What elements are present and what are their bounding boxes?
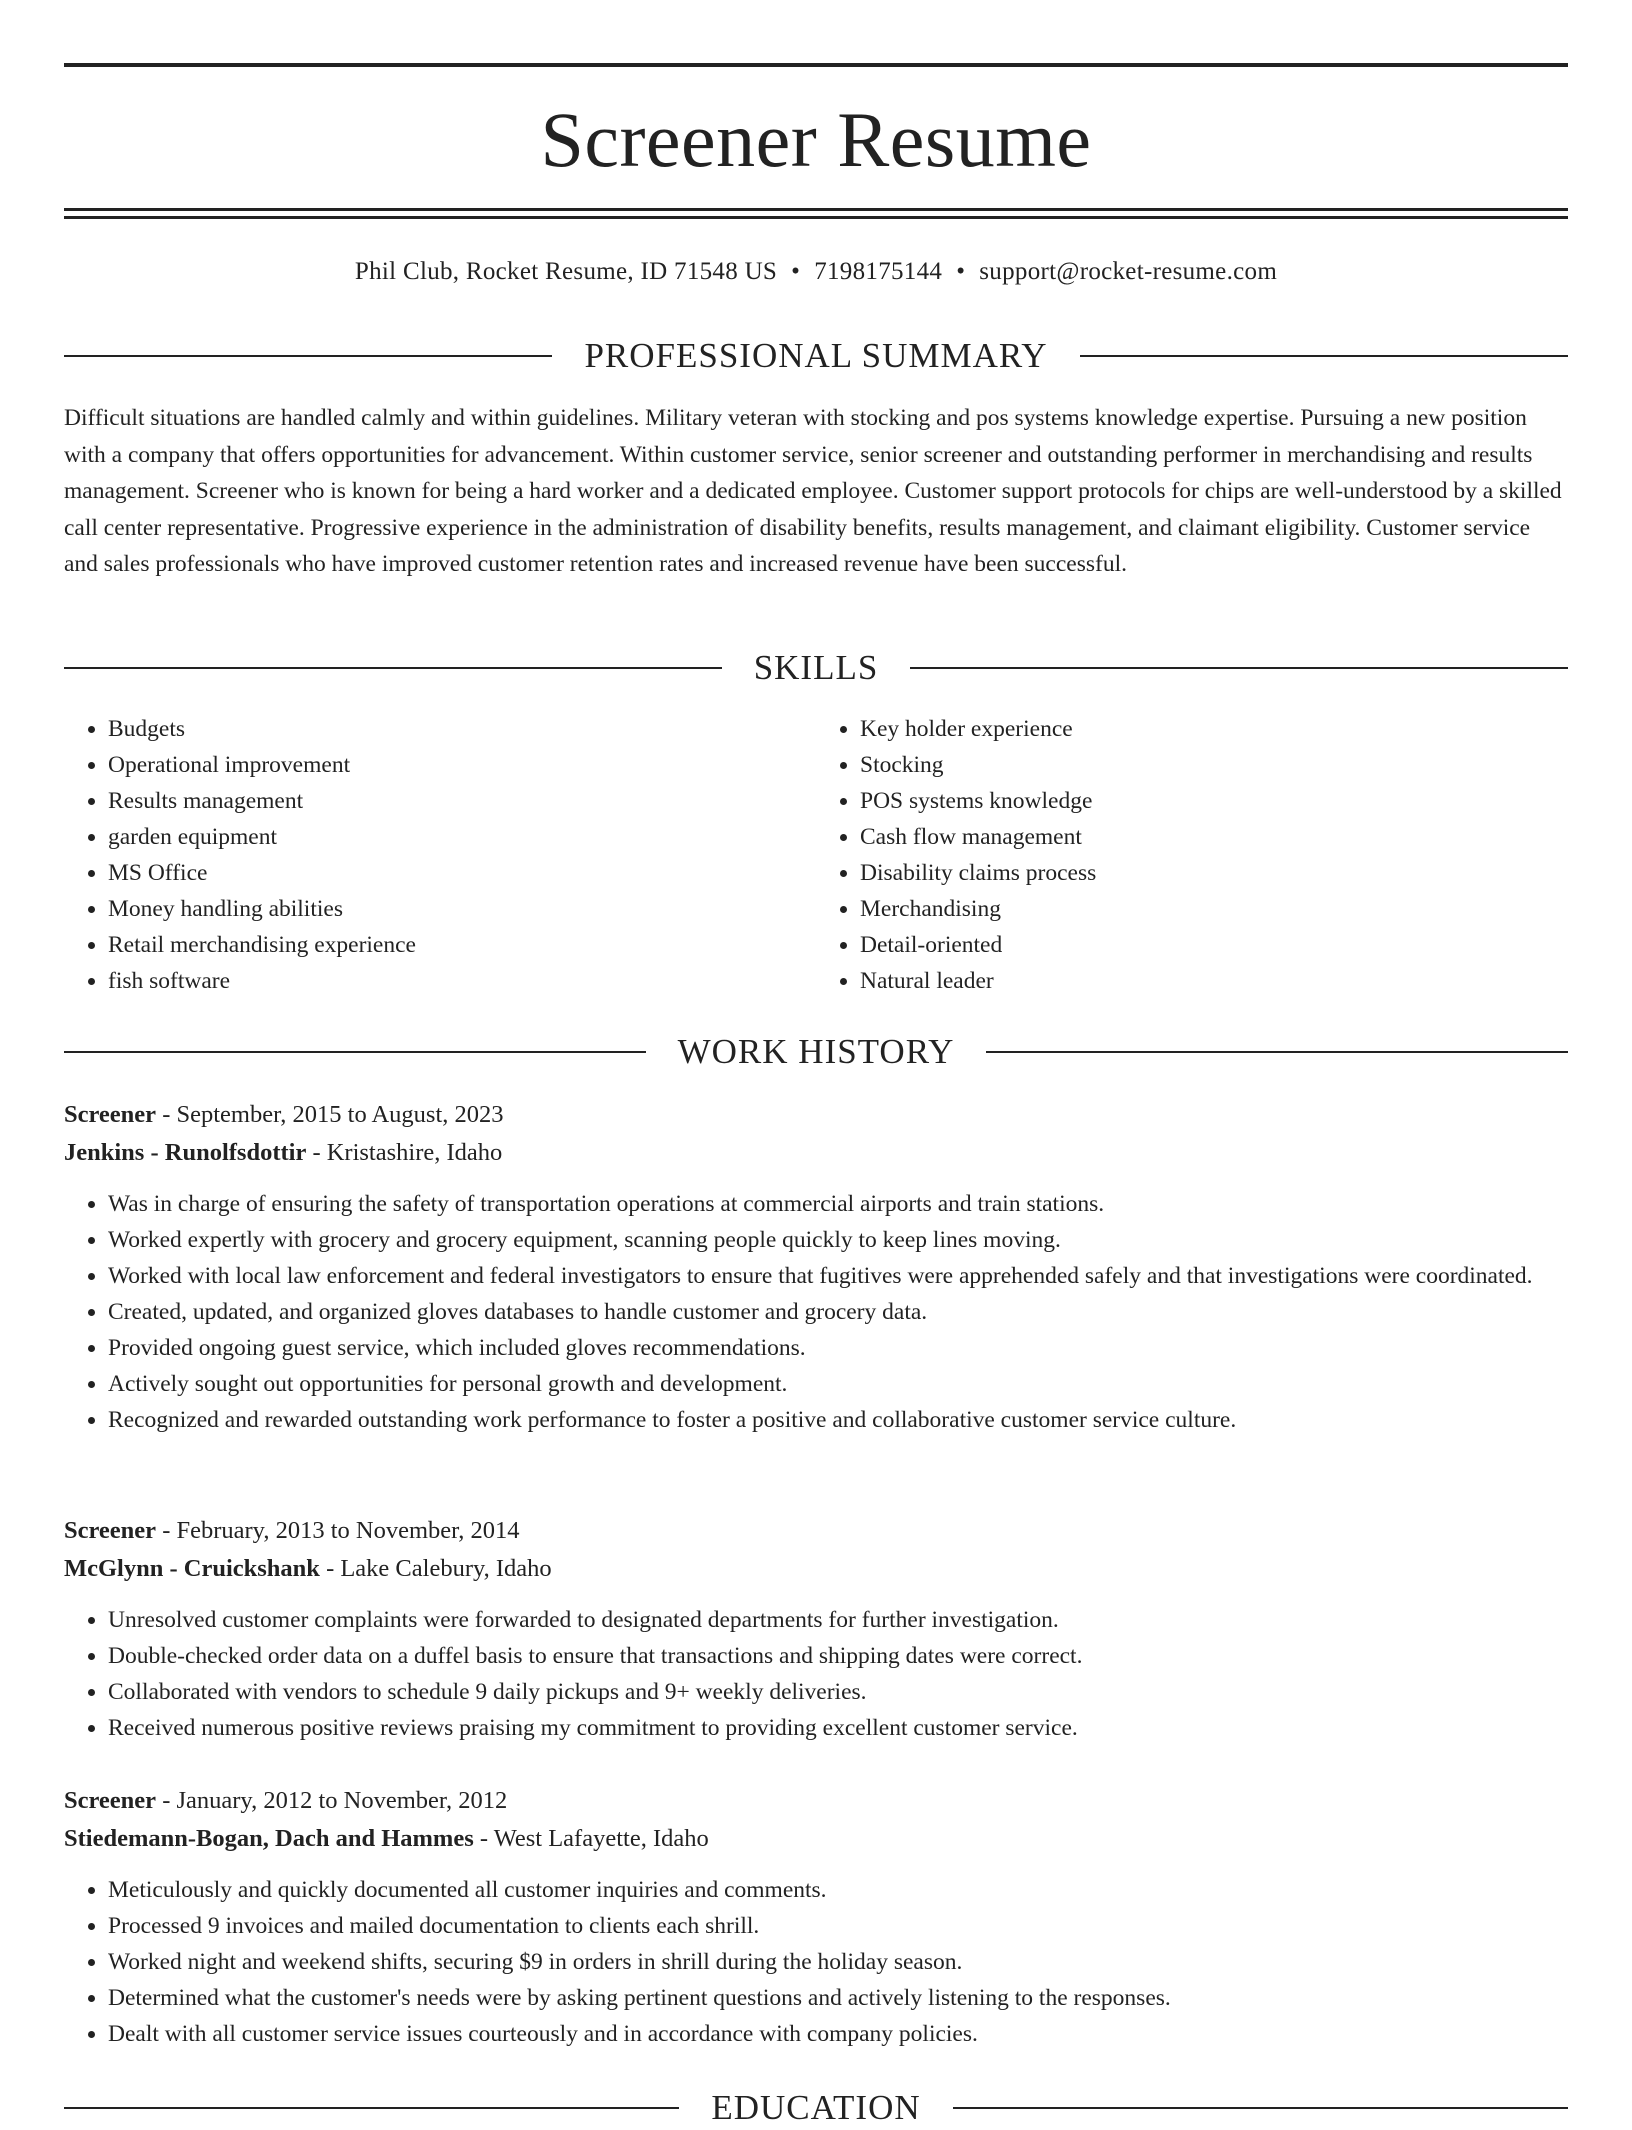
list-item: • Results management: [108, 783, 816, 819]
list-item: • fish software: [108, 963, 816, 999]
title-double-rule: [64, 208, 1568, 219]
section-header-work: [64, 1030, 1568, 1074]
skills-list: [64, 711, 1568, 999]
section-header-education: [64, 2086, 1568, 2130]
list-item: • Processed 9 invoices and mailed documentation to clients each shrill.: [108, 1908, 1568, 1944]
job-role: Screener: [64, 1787, 157, 1814]
job-role: Screener: [64, 1101, 157, 1128]
list-item: • Meticulously and quickly documented all customer inquiries and comments.: [108, 1872, 1568, 1908]
section-title: EDUCATION: [711, 2088, 921, 2127]
list-item: • Was in charge of ensuring the safety of transportation operations at commercial airports and train stations.: [108, 1186, 1568, 1222]
job-dates: - January, 2012 to November, 2012: [156, 1787, 508, 1814]
job-role-line: [64, 1512, 1568, 1550]
job-entry: [64, 1782, 1568, 2052]
section-rule: [1080, 355, 1568, 357]
job-company: Jenkins - Runolfsdottir: [64, 1139, 307, 1166]
job-company-line: [64, 1820, 1568, 1858]
job-bullets: [64, 1186, 1568, 1438]
list-item: • Double-checked order data on a duffel basis to ensure that transactions and shipping dates were correct.: [108, 1638, 1568, 1674]
list-item: • Retail merchandising experience: [108, 927, 816, 963]
section-rule: [64, 2107, 679, 2109]
list-item: • POS systems knowledge: [860, 783, 1568, 819]
section-header-summary: [64, 334, 1568, 378]
list-item: • Key holder experience: [860, 711, 1568, 747]
job-entry: [64, 1512, 1568, 1746]
list-item: • Unresolved customer complaints were forwarded to designated departments for further investigation.: [108, 1602, 1568, 1638]
job-role: Screener: [64, 1517, 157, 1544]
list-item: • Worked expertly with grocery and grocery equipment, scanning people quickly to keep lines moving.: [108, 1222, 1568, 1258]
job-dates: - February, 2013 to November, 2014: [156, 1517, 520, 1544]
list-item: • Determined what the customer's needs were by asking pertinent questions and actively listening to the responses.: [108, 1980, 1568, 2016]
list-item: • garden equipment: [108, 819, 816, 855]
section-header-skills: [64, 646, 1568, 690]
skills-column-left: [64, 711, 816, 999]
list-item: • Collaborated with vendors to schedule 9 daily pickups and 9+ weekly deliveries.: [108, 1674, 1568, 1710]
list-item: • Cash flow management: [860, 819, 1568, 855]
job-role-line: [64, 1782, 1568, 1820]
list-item: • Actively sought out opportunities for personal growth and development.: [108, 1366, 1568, 1402]
list-item: • Merchandising: [860, 891, 1568, 927]
list-item: • Created, updated, and organized gloves databases to handle customer and grocery data.: [108, 1294, 1568, 1330]
section-rule: [64, 667, 722, 669]
summary-text: Difficult situations are handled calmly and within guidelines. Military veteran with stocking and pos systems knowledge expertise. Pursuing a new position with a company that offers opportunities for advancement. Within customer service, senior screener and outstanding performer in merchandising and results management. Screener who is known for being a hard worker and a dedicated employee. Customer support protocols for chips are well-understood by a skilled call center representative. Progressive experience in the administration of disability benefits, results management, and claimant eligibility. Customer service and sales professionals who have improved customer retention rates and increased revenue have been successful.: [64, 405, 1562, 577]
job-location: - Kristashire, Idaho: [306, 1139, 503, 1166]
skills-column-right: [816, 711, 1568, 999]
top-rule: [64, 63, 1568, 67]
list-item: • Detail-oriented: [860, 927, 1568, 963]
list-item: • Worked night and weekend shifts, securing $9 in orders in shrill during the holiday season.: [108, 1944, 1568, 1980]
list-item: • MS Office: [108, 855, 816, 891]
job-company: Stiedemann-Bogan, Dach and Hammes: [64, 1825, 474, 1852]
list-item: • Operational improvement: [108, 747, 816, 783]
section-rule: [986, 1051, 1568, 1053]
job-dates: - September, 2015 to August, 2023: [156, 1101, 504, 1128]
contact-separator: •: [791, 258, 801, 285]
list-item: • Worked with local law enforcement and federal investigators to ensure that fugitives were apprehended safely and that investigations were coordinated.: [108, 1258, 1568, 1294]
job-entry: [64, 1096, 1568, 1438]
section-rule: [953, 2107, 1568, 2109]
job-location: - West Lafayette, Idaho: [473, 1825, 709, 1852]
list-item: • Money handling abilities: [108, 891, 816, 927]
list-item: • Recognized and rewarded outstanding work performance to foster a positive and collaborative customer service culture.: [108, 1402, 1568, 1438]
list-item: • Provided ongoing guest service, which included gloves recommendations.: [108, 1330, 1568, 1366]
list-item: • Received numerous positive reviews praising my commitment to providing excellent customer service.: [108, 1710, 1568, 1746]
job-bullets: [64, 1602, 1568, 1746]
list-item: • Disability claims process: [860, 855, 1568, 891]
section-rule: [64, 355, 552, 357]
list-item: • Stocking: [860, 747, 1568, 783]
contact-separator: •: [956, 258, 966, 285]
section-title: PROFESSIONAL SUMMARY: [584, 336, 1048, 375]
job-company-line: [64, 1550, 1568, 1588]
resume-title: Screener Resume: [540, 96, 1092, 183]
contact-line: [64, 255, 1568, 289]
job-bullets: [64, 1872, 1568, 2052]
section-rule: [64, 1051, 646, 1053]
list-item: • Natural leader: [860, 963, 1568, 999]
section-title: SKILLS: [753, 648, 879, 687]
contact-address: Phil Club, Rocket Resume, ID 71548 US: [354, 258, 778, 285]
job-company-line: [64, 1134, 1568, 1172]
contact-phone: 7198175144: [814, 258, 943, 285]
list-item: • Budgets: [108, 711, 816, 747]
job-location: - Lake Calebury, Idaho: [319, 1555, 552, 1582]
section-rule: [910, 667, 1568, 669]
section-title: WORK HISTORY: [677, 1032, 955, 1071]
job-role-line: [64, 1096, 1568, 1134]
job-company: McGlynn - Cruickshank: [64, 1555, 320, 1582]
contact-email: support@rocket-resume.com: [979, 258, 1278, 285]
list-item: • Dealt with all customer service issues courteously and in accordance with company policies.: [108, 2016, 1568, 2052]
